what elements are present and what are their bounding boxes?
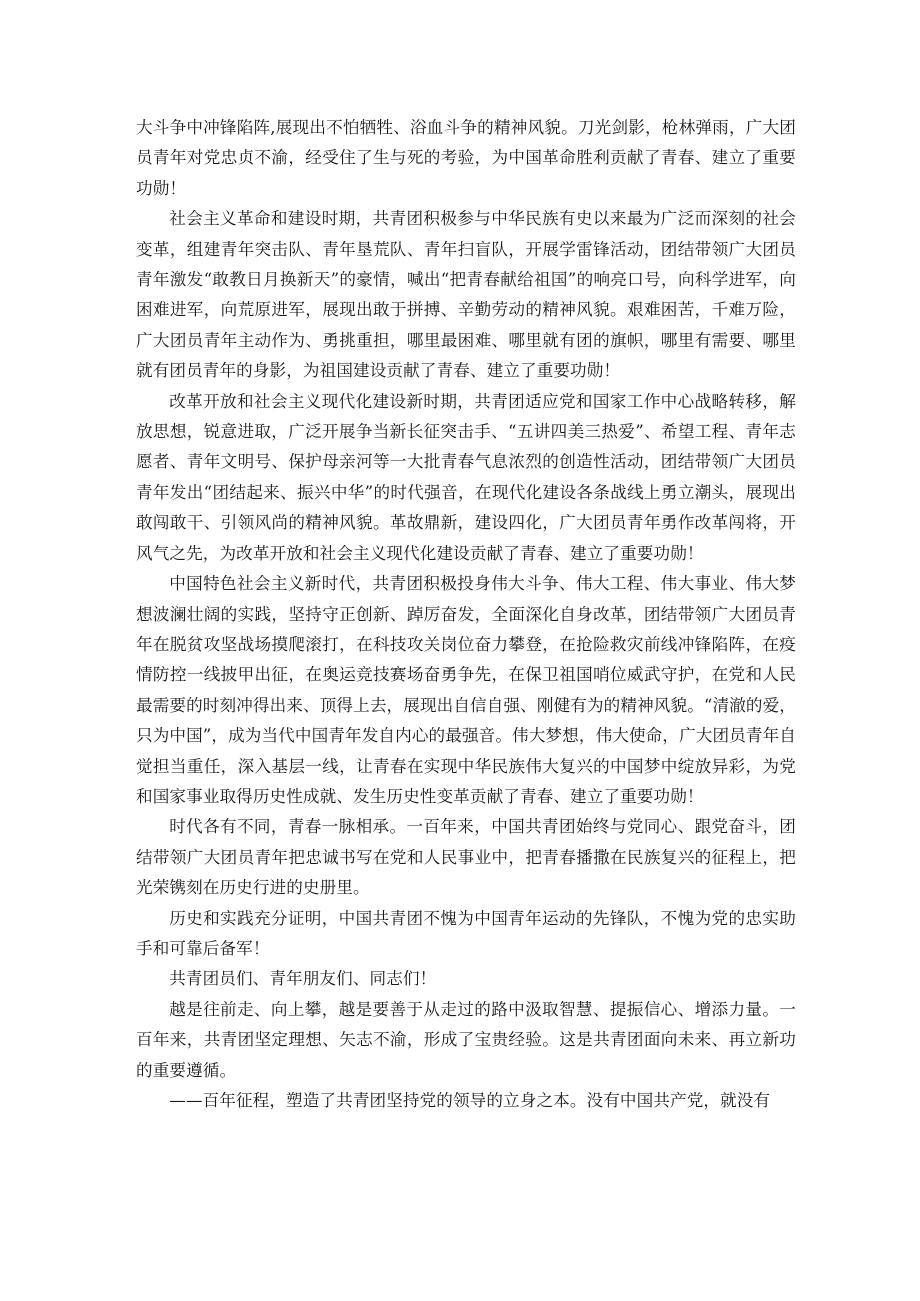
paragraph-8: 越是往前走、向上攀，越是要善于从走过的路中汲取智慧、提振信心、增添力量。一百年来，共青团坚定理想、矢志不渝，形成了宝贵经验。这是共青团面向未来、再立新功的重要遵循。 [136, 999, 796, 1080]
paragraph-5: 时代各有不同，青春一脉相承。一百年来，中国共青团始终与党同心、跟党奋斗，团结带领广大团员青年把忠诚书写在党和人民事业中，把青春播撒在民族复兴的征程上，把光荣镌刻在历史行进的史册里。 [136, 817, 796, 898]
paragraph-2: 社会主义革命和建设时期，共青团积极参与中华民族有史以来最为广泛而深刻的社会变革，组建青年突击队、青年垦荒队、青年扫盲队，开展学雷锋活动，团结带领广大团员青年激发“敢教日月换新天”的豪情，喊出“把青春献给祖国”的响亮口号，向科学进军，向困难进军，向荒原进军，展现出敢于拼搏、辛勤劳动的精神风貌。艰难困苦，千难万险，广大团员青年主动作为、勇挑重担，哪里最困难、哪里就有团的旗帜，哪里有需要、哪里就有团员青年的身影，为祖国建设贡献了青春、建立了重要功勋！ [136, 209, 796, 381]
paragraph-4: 中国特色社会主义新时代，共青团积极投身伟大斗争、伟大工程、伟大事业、伟大梦想波澜壮阔的实践，坚持守正创新、踔厉奋发，全面深化自身改革，团结带领广大团员青年在脱贫攻坚战场摸爬滚打，在科技攻关岗位奋力攀登，在抢险救灾前线冲锋陷阵，在疫情防控一线披甲出征，在奥运竞技赛场奋勇争先，在保卫祖国哨位威武守护，在党和人民最需要的时刻冲得出来、顶得上去，展现出自信自强、刚健有为的精神风貌。“清澈的爱，只为中国”，成为当代中国青年发自内心的最强音。伟大梦想，伟大使命，广大团员青年自觉担当重任，深入基层一线，让青春在实现中华民族伟大复兴的中国梦中绽放异彩，为党和国家事业取得历史性成就、发生历史性变革贡献了青春、建立了重要功勋！ [136, 574, 796, 806]
paragraph-6: 历史和实践充分证明，中国共青团不愧为中国青年运动的先锋队，不愧为党的忠实助手和可靠后备军！ [136, 908, 796, 958]
paragraph-7: 共青团员们、青年朋友们、同志们！ [169, 969, 437, 989]
paragraph-9: ——百年征程，塑造了共青团坚持党的领导的立身之本。没有中国共产党，就没有 [169, 1091, 771, 1110]
document-body [136, 113, 796, 1116]
paragraph-3: 改革开放和社会主义现代化建设新时期，共青团适应党和国家工作中心战略转移，解放思想，锐意进取，广泛开展争当新长征突击手、“五讲四美三热爱”、希望工程、青年志愿者、青年文明号、保护母亲河等一大批青春气息浓烈的创造性活动，团结带领广大团员青年发出“团结起来、振兴中华”的时代强音，在现代化建设各条战线上勇立潮头，展现出敢闯敢干、引领风尚的精神风貌。革故鼎新，建设四化，广大团员青年勇作改革闯将，开风气之先，为改革开放和社会主义现代化建设贡献了青春、建立了重要功勋！ [136, 391, 796, 563]
paragraph-1: 大斗争中冲锋陷阵,展现出不怕牺牲、浴血斗争的精神风貌。刀光剑影，枪林弹雨，广大团员青年对党忠贞不渝，经受住了生与死的考验，为中国革命胜利贡献了青春、建立了重要功勋！ [136, 118, 796, 198]
